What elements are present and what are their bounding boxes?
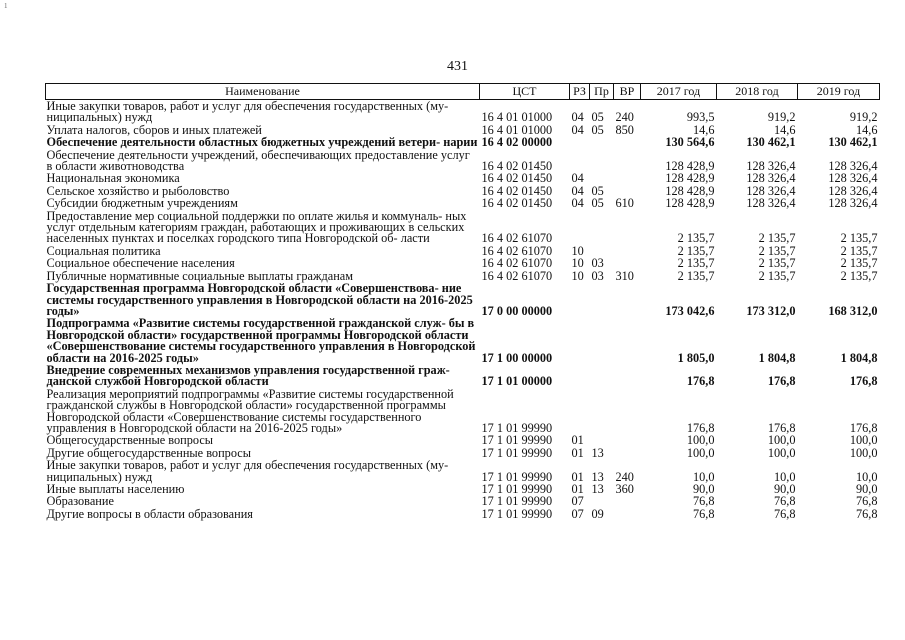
table-row <box>46 483 880 495</box>
row-cst: 16 4 02 01450 <box>481 171 553 186</box>
row-rz: 07 <box>571 494 584 509</box>
row-value-2018: 100,0 <box>767 445 796 460</box>
row-rz <box>570 210 590 245</box>
row-vr <box>614 495 641 507</box>
row-cst: 17 1 01 99990 <box>481 482 553 496</box>
row-value-2019: 2 135,7 <box>840 256 878 271</box>
row-value-2018: 130 462,1 <box>746 135 796 150</box>
row-rz <box>570 136 590 148</box>
row-name: Социальное обеспечение населения <box>46 256 235 271</box>
row-rz: 04 <box>571 122 584 137</box>
row-value-2018: 76,8 <box>773 494 796 509</box>
row-value-2018: 2 135,7 <box>758 256 796 271</box>
row-pr: 05 <box>591 110 604 125</box>
row-name: Иные закупки товаров, работ и услуг для обеспечения государственных (му- ниципальных) нужд <box>46 458 449 484</box>
row-value-2018: 128 326,4 <box>746 196 796 211</box>
row-rz <box>570 282 590 317</box>
row-vr: 850 <box>615 122 634 137</box>
row-vr <box>614 364 641 388</box>
row-value-2018: 176,8 <box>767 420 796 435</box>
row-pr <box>590 210 614 245</box>
row-name: Иные выплаты населению <box>46 482 185 496</box>
row-name: Другие общегосударственные вопросы <box>46 445 251 460</box>
row-value-2019: 128 326,4 <box>828 159 878 174</box>
row-pr <box>590 495 614 507</box>
table-row <box>46 210 880 245</box>
row-value-2019: 168 312,0 <box>828 303 878 318</box>
table-body <box>46 100 880 521</box>
row-pr <box>590 136 614 148</box>
table-row <box>46 434 880 446</box>
row-value-2019: 2 135,7 <box>840 243 878 258</box>
row-pr: 09 <box>591 506 604 521</box>
row-cst: 17 1 01 99990 <box>481 506 553 521</box>
table-row <box>46 388 880 435</box>
row-cst: 16 4 02 01450 <box>481 159 553 174</box>
row-value-2017: 100,0 <box>686 433 715 448</box>
row-value-2018: 128 326,4 <box>746 159 796 174</box>
row-vr <box>614 447 641 459</box>
row-value-2018: 2 135,7 <box>758 268 796 283</box>
row-cst: 16 4 02 61070 <box>481 231 553 246</box>
row-name: Подпрограмма «Развитие системы государственной гражданской служ- бы в Новгородской области» государственной программы Новгородской области «Совершенствование системы государственного управления в Новгородской области на 2016-2025 годы» <box>46 316 476 365</box>
table-row <box>46 508 880 520</box>
row-value-2019: 128 326,4 <box>828 183 878 198</box>
table-row <box>46 495 880 507</box>
row-value-2017: 173 042,6 <box>665 303 715 318</box>
row-value-2017: 128 428,9 <box>665 196 715 211</box>
row-value-2018: 76,8 <box>773 506 796 521</box>
row-value-2018: 128 326,4 <box>746 171 796 186</box>
table-row <box>46 149 880 173</box>
row-pr: 03 <box>591 256 604 271</box>
row-pr: 05 <box>591 196 604 211</box>
row-pr <box>590 149 614 173</box>
row-pr: 13 <box>591 482 604 496</box>
row-value-2018: 2 135,7 <box>758 243 796 258</box>
row-value-2018: 173 312,0 <box>746 303 796 318</box>
row-name: Внедрение современных механизмов управления государственной граж- данской службой Новгородской области <box>46 362 450 389</box>
row-value-2019: 919,2 <box>849 110 878 125</box>
header-rz: РЗ <box>570 84 590 100</box>
row-value-2018: 100,0 <box>767 433 796 448</box>
header-pr: Пр <box>590 84 614 100</box>
header-2018: 2018 год <box>717 84 798 100</box>
row-value-2018: 14,6 <box>773 122 796 137</box>
row-value-2018: 128 326,4 <box>746 183 796 198</box>
row-value-2017: 128 428,9 <box>665 171 715 186</box>
row-cst: 17 1 01 99990 <box>481 445 553 460</box>
row-rz: 01 <box>571 469 584 484</box>
row-cst: 16 4 02 61070 <box>481 256 553 271</box>
header-vr: ВР <box>614 84 641 100</box>
row-name: Социальная политика <box>46 243 161 258</box>
row-vr <box>614 172 641 184</box>
row-cst: 17 1 01 99990 <box>481 469 553 484</box>
corner-mark: 1 <box>4 2 8 10</box>
row-pr: 03 <box>591 268 604 283</box>
row-rz: 04 <box>571 183 584 198</box>
row-vr: 360 <box>615 482 634 496</box>
row-rz: 04 <box>571 110 584 125</box>
row-value-2017: 76,8 <box>692 494 715 509</box>
row-name: Субсидии бюджетным учреждениям <box>46 196 238 211</box>
row-value-2017: 10,0 <box>692 469 715 484</box>
row-name: Сельское хозяйство и рыболовство <box>46 183 230 198</box>
row-rz: 07 <box>571 506 584 521</box>
row-pr <box>590 282 614 317</box>
row-value-2017: 128 428,9 <box>665 183 715 198</box>
row-value-2019: 90,0 <box>855 482 878 496</box>
row-vr <box>614 149 641 173</box>
row-value-2019: 2 135,7 <box>840 231 878 246</box>
row-value-2017: 128 428,9 <box>665 159 715 174</box>
row-value-2019: 128 326,4 <box>828 171 878 186</box>
row-vr <box>614 508 641 520</box>
row-name: Обеспечение деятельности областных бюджетных учреждений ветери- нарии <box>46 135 478 150</box>
row-cst: 16 4 02 61070 <box>481 268 553 283</box>
row-pr <box>590 317 614 364</box>
row-name: Обеспечение деятельности учреждений, обеспечивающих предоставление услуг в области животноводства <box>46 147 470 174</box>
row-cst: 17 1 01 99990 <box>481 420 553 435</box>
budget-table <box>45 83 880 520</box>
row-rz: 04 <box>571 196 584 211</box>
row-name: Публичные нормативные социальные выплаты гражданам <box>46 268 354 283</box>
row-value-2017: 76,8 <box>692 506 715 521</box>
row-name: Государственная программа Новгородской области «Совершенствова- ние системы государственного управления в Новгородской области на 2016-2025 годы» <box>46 281 473 318</box>
row-value-2019: 1 804,8 <box>840 350 878 365</box>
row-vr <box>614 388 641 435</box>
row-value-2019: 10,0 <box>855 469 878 484</box>
row-vr <box>614 245 641 257</box>
row-vr: 610 <box>615 196 634 211</box>
row-cst: 17 1 00 00000 <box>481 350 553 365</box>
row-rz: 01 <box>571 482 584 496</box>
row-value-2017: 993,5 <box>686 110 715 125</box>
table-row <box>46 136 880 148</box>
row-rz <box>570 388 590 435</box>
row-value-2017: 100,0 <box>686 445 715 460</box>
table-row <box>46 317 880 364</box>
row-cst: 16 4 02 61070 <box>481 243 553 258</box>
header-name: Наименование <box>46 84 480 100</box>
row-rz <box>570 149 590 173</box>
row-value-2018: 1 804,8 <box>758 350 796 365</box>
row-name: Общегосударственные вопросы <box>46 433 214 448</box>
row-value-2017: 176,8 <box>686 374 715 389</box>
row-rz: 10 <box>571 243 584 258</box>
table-row <box>46 364 880 388</box>
header-2019: 2019 год <box>798 84 880 100</box>
row-value-2019: 76,8 <box>855 494 878 509</box>
row-cst: 17 1 01 99990 <box>481 433 553 448</box>
row-rz: 10 <box>571 268 584 283</box>
row-value-2017: 2 135,7 <box>677 231 715 246</box>
table-row <box>46 282 880 317</box>
row-cst: 17 0 00 00000 <box>481 303 553 318</box>
row-pr: 05 <box>591 183 604 198</box>
row-name: Национальная экономика <box>46 171 180 186</box>
row-cst: 17 1 01 00000 <box>481 374 553 389</box>
row-name: Другие вопросы в области образования <box>46 506 253 521</box>
row-value-2019: 176,8 <box>849 420 878 435</box>
row-vr <box>614 136 641 148</box>
row-value-2019: 128 326,4 <box>828 196 878 211</box>
table-row <box>46 257 880 269</box>
row-cst: 16 4 02 00000 <box>481 135 553 150</box>
row-rz: 10 <box>571 256 584 271</box>
row-value-2018: 919,2 <box>767 110 796 125</box>
row-vr: 310 <box>615 268 634 283</box>
row-value-2019: 100,0 <box>849 445 878 460</box>
row-pr: 13 <box>591 469 604 484</box>
row-name: Реализация мероприятий подпрограммы «Развитие системы государственной гражданской службы в Новгородской области» государственной программы Новгородской области «Совершенствование системы государственного управления в Новгородской области на 2016-2025 годы» <box>46 386 454 435</box>
row-pr <box>590 364 614 388</box>
row-value-2019: 14,6 <box>855 122 878 137</box>
row-vr <box>614 282 641 317</box>
row-rz <box>570 317 590 364</box>
row-value-2017: 2 135,7 <box>677 243 715 258</box>
row-value-2019: 76,8 <box>855 506 878 521</box>
row-name: Иные закупки товаров, работ и услуг для обеспечения государственных (му- ниципальных) нужд <box>46 99 449 125</box>
row-name: Уплата налогов, сборов и иных платежей <box>46 122 262 137</box>
row-value-2017: 130 564,6 <box>665 135 715 150</box>
row-cst: 16 4 02 01450 <box>481 196 553 211</box>
row-pr: 13 <box>591 445 604 460</box>
table-header-row <box>46 84 880 100</box>
row-name: Образование <box>46 494 114 509</box>
row-value-2018: 90,0 <box>773 482 796 496</box>
row-value-2017: 90,0 <box>692 482 715 496</box>
row-cst: 17 1 01 99990 <box>481 494 553 509</box>
row-pr: 05 <box>591 122 604 137</box>
table-row <box>46 459 880 483</box>
row-value-2018: 2 135,7 <box>758 231 796 246</box>
table-row <box>46 197 880 209</box>
header-2017: 2017 год <box>641 84 717 100</box>
page-number: 431 <box>447 59 468 74</box>
row-cst: 16 4 01 01000 <box>481 122 553 137</box>
row-rz <box>570 364 590 388</box>
row-vr: 240 <box>615 110 634 125</box>
row-rz: 04 <box>571 171 584 186</box>
row-vr <box>614 434 641 446</box>
row-value-2017: 2 135,7 <box>677 268 715 283</box>
row-pr <box>590 388 614 435</box>
row-rz: 01 <box>571 433 584 448</box>
row-cst: 16 4 01 01000 <box>481 110 553 125</box>
row-value-2017: 176,8 <box>686 420 715 435</box>
row-value-2017: 2 135,7 <box>677 256 715 271</box>
table-row <box>46 172 880 184</box>
row-value-2017: 1 805,0 <box>677 350 715 365</box>
row-pr <box>590 172 614 184</box>
row-vr <box>614 317 641 364</box>
row-vr <box>614 210 641 245</box>
row-value-2019: 130 462,1 <box>828 135 878 150</box>
row-rz: 01 <box>571 445 584 460</box>
row-vr <box>614 257 641 269</box>
row-value-2018: 176,8 <box>767 374 796 389</box>
row-value-2019: 176,8 <box>849 374 878 389</box>
row-vr: 240 <box>615 469 634 484</box>
row-value-2019: 2 135,7 <box>840 268 878 283</box>
table-row <box>46 100 880 124</box>
row-pr <box>590 434 614 446</box>
row-value-2018: 10,0 <box>773 469 796 484</box>
row-value-2017: 14,6 <box>692 122 715 137</box>
row-value-2019: 100,0 <box>849 433 878 448</box>
row-name: Предоставление мер социальной поддержки по оплате жилья и коммуналь- ных услуг отдельным категориям граждан, работающих и проживающих в сельских населенных пунктах и поселках городского типа Новгородской об- ласти <box>46 208 467 246</box>
row-cst: 16 4 02 01450 <box>481 183 553 198</box>
header-cst: ЦСТ <box>480 84 570 100</box>
